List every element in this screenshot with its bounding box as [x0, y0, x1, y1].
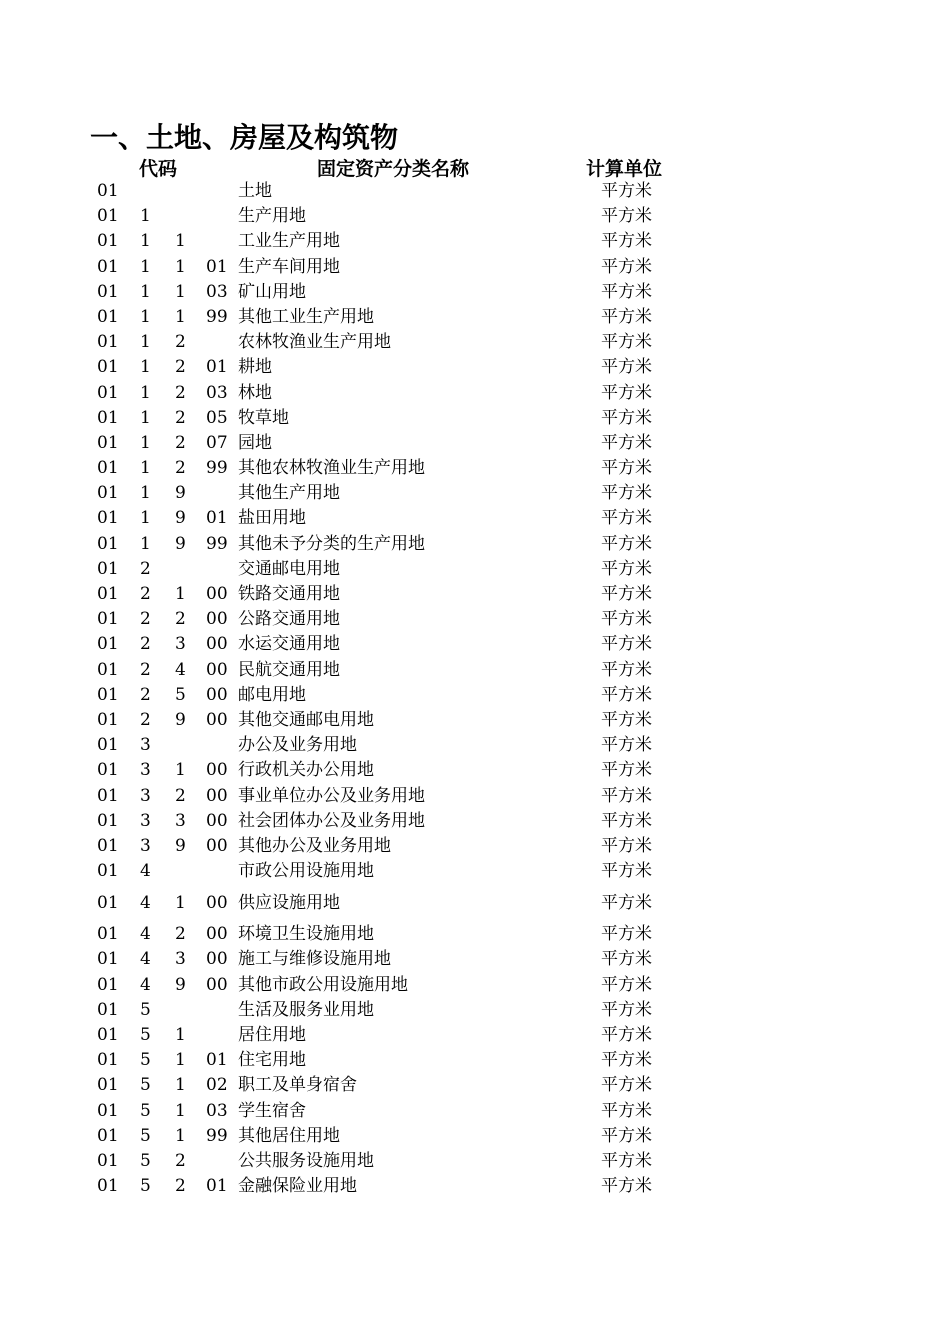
code-level-2: 4: [140, 861, 151, 882]
unit: 平方米: [601, 181, 652, 201]
code-level-3: 3: [175, 810, 186, 831]
code-level-2: 3: [140, 810, 151, 831]
unit: 平方米: [601, 483, 652, 504]
asset-name: 公共服务设施用地: [238, 1150, 374, 1171]
code-level-1: 01: [97, 1100, 119, 1121]
code-level-2: 1: [140, 332, 151, 353]
table-row: [0, 1124, 950, 1149]
unit: 平方米: [601, 785, 652, 806]
asset-name: 交通邮电用地: [238, 558, 340, 579]
asset-name: 盐田用地: [238, 508, 306, 529]
asset-name: 市政公用设施用地: [238, 861, 374, 882]
code-level-3: 1: [175, 1050, 186, 1071]
code-level-3: 2: [175, 1176, 186, 1197]
code-level-4: 01: [206, 1176, 228, 1197]
code-level-1: 01: [97, 1075, 119, 1096]
code-level-1: 01: [97, 709, 119, 730]
unit: 平方米: [601, 432, 652, 453]
code-level-3: 2: [175, 785, 186, 806]
unit: 平方米: [601, 256, 652, 277]
code-level-2: 5: [140, 1075, 151, 1096]
code-level-4: 05: [206, 407, 228, 428]
asset-name: 工业生产用地: [238, 231, 340, 252]
code-level-3: 2: [175, 924, 186, 945]
code-level-4: 00: [206, 785, 228, 806]
code-level-1: 01: [97, 835, 119, 856]
unit: 平方米: [601, 760, 652, 781]
code-level-4: 00: [206, 974, 228, 995]
unit: 平方米: [601, 231, 652, 252]
asset-name: 农林牧渔业生产用地: [238, 332, 391, 353]
code-level-1: 01: [97, 281, 119, 302]
code-level-1: 01: [97, 181, 119, 201]
table-row: [0, 179, 950, 204]
code-level-1: 01: [97, 584, 119, 604]
code-level-1: 01: [97, 256, 119, 277]
code-level-3: 2: [175, 357, 186, 378]
asset-name: 环境卫生设施用地: [238, 924, 374, 945]
code-level-2: 1: [140, 533, 151, 554]
asset-name: 矿山用地: [238, 281, 306, 302]
asset-name: 办公及业务用地: [238, 735, 357, 756]
asset-name: 其他办公及业务用地: [238, 835, 391, 856]
code-level-1: 01: [97, 483, 119, 504]
code-level-4: 00: [206, 893, 228, 914]
table-row: [0, 355, 950, 380]
code-level-4: 00: [206, 684, 228, 705]
asset-name: 水运交通用地: [238, 634, 340, 655]
code-level-3: 1: [175, 256, 186, 277]
code-level-4: 99: [206, 1125, 228, 1146]
code-level-1: 01: [97, 1025, 119, 1045]
code-level-3: 9: [175, 508, 186, 529]
code-level-1: 01: [97, 659, 119, 680]
code-level-2: 1: [140, 382, 151, 403]
unit: 平方米: [601, 634, 652, 655]
unit: 平方米: [601, 974, 652, 995]
table-row: [0, 708, 950, 733]
asset-name: 公路交通用地: [238, 609, 340, 630]
code-level-2: 5: [140, 1176, 151, 1197]
code-level-4: 03: [206, 281, 228, 302]
code-level-4: 07: [206, 432, 228, 453]
header-unit: 计算单位: [586, 158, 663, 180]
code-level-2: 2: [140, 584, 151, 604]
code-level-4: 01: [206, 256, 228, 277]
code-level-1: 01: [97, 306, 119, 327]
asset-name: 其他农林牧渔业生产用地: [238, 458, 425, 479]
table-row: [0, 506, 950, 531]
unit: 平方米: [601, 735, 652, 756]
table-row: [0, 922, 950, 947]
code-level-2: 1: [140, 231, 151, 252]
table-row: [0, 658, 950, 683]
table-row: [0, 859, 950, 884]
code-level-3: 2: [175, 382, 186, 403]
table-row: [0, 431, 950, 456]
unit: 平方米: [601, 508, 652, 529]
unit: 平方米: [601, 306, 652, 327]
unit: 平方米: [601, 999, 652, 1020]
unit: 平方米: [601, 1125, 652, 1146]
code-level-4: 02: [206, 1075, 228, 1096]
unit: 平方米: [601, 949, 652, 970]
unit: 平方米: [601, 1075, 652, 1096]
table-row: [0, 784, 950, 809]
code-level-1: 01: [97, 1125, 119, 1146]
code-level-2: 4: [140, 949, 151, 970]
code-level-1: 01: [97, 735, 119, 756]
code-level-4: 00: [206, 810, 228, 831]
code-level-3: 1: [175, 306, 186, 327]
code-level-3: 2: [175, 332, 186, 353]
code-level-4: 03: [206, 1100, 228, 1121]
code-level-1: 01: [97, 974, 119, 995]
unit: 平方米: [601, 1050, 652, 1071]
code-level-2: 2: [140, 634, 151, 655]
code-level-2: 3: [140, 735, 151, 756]
code-level-2: 1: [140, 432, 151, 453]
code-level-4: 01: [206, 508, 228, 529]
asset-name: 其他居住用地: [238, 1125, 340, 1146]
code-level-2: 1: [140, 407, 151, 428]
table-row: [0, 406, 950, 431]
unit: 平方米: [601, 1025, 652, 1045]
code-level-3: 1: [175, 893, 186, 914]
code-level-1: 01: [97, 407, 119, 428]
asset-name: 林地: [238, 382, 272, 403]
code-level-2: 1: [140, 458, 151, 479]
code-level-2: 3: [140, 835, 151, 856]
code-level-2: 2: [140, 709, 151, 730]
asset-name: 供应设施用地: [238, 893, 340, 914]
asset-name: 耕地: [238, 357, 272, 378]
unit: 平方米: [601, 584, 652, 604]
code-level-4: 00: [206, 609, 228, 630]
table-row: [0, 229, 950, 254]
code-level-3: 1: [175, 584, 186, 604]
code-level-1: 01: [97, 382, 119, 403]
code-level-3: 2: [175, 432, 186, 453]
asset-name: 居住用地: [238, 1025, 306, 1045]
code-level-2: 3: [140, 785, 151, 806]
code-level-3: 5: [175, 684, 186, 705]
unit: 平方米: [601, 709, 652, 730]
asset-name: 学生宿舍: [238, 1100, 306, 1121]
asset-name: 铁路交通用地: [238, 584, 340, 604]
code-level-3: 1: [175, 1100, 186, 1121]
code-level-2: 5: [140, 999, 151, 1020]
table-row: [0, 582, 950, 607]
code-level-2: 4: [140, 974, 151, 995]
code-level-4: 01: [206, 1050, 228, 1071]
table-row: [0, 255, 950, 280]
code-level-2: 2: [140, 558, 151, 579]
code-level-2: 5: [140, 1150, 151, 1171]
table-row: [0, 733, 950, 758]
code-level-3: 9: [175, 533, 186, 554]
table-row: [0, 809, 950, 834]
code-level-1: 01: [97, 861, 119, 882]
code-level-1: 01: [97, 1150, 119, 1171]
unit: 平方米: [601, 382, 652, 403]
table-row: [0, 1099, 950, 1124]
code-level-1: 01: [97, 458, 119, 479]
asset-name: 社会团体办公及业务用地: [238, 810, 425, 831]
asset-name: 生活及服务业用地: [238, 999, 374, 1020]
code-level-3: 4: [175, 659, 186, 680]
table-row: [0, 557, 950, 582]
code-level-3: 1: [175, 281, 186, 302]
asset-name: 邮电用地: [238, 684, 306, 705]
code-level-1: 01: [97, 357, 119, 378]
code-level-4: 03: [206, 382, 228, 403]
table-row: [0, 381, 950, 406]
unit: 平方米: [601, 357, 652, 378]
table-header: [0, 154, 950, 180]
code-level-1: 01: [97, 810, 119, 831]
table-row: [0, 834, 950, 859]
asset-name: 其他未予分类的生产用地: [238, 533, 425, 554]
table-row: [0, 632, 950, 657]
table-row: [0, 973, 950, 998]
table-row: [0, 884, 950, 922]
code-level-1: 01: [97, 558, 119, 579]
code-level-4: 00: [206, 835, 228, 856]
table-row: [0, 456, 950, 481]
code-level-2: 5: [140, 1100, 151, 1121]
code-level-1: 01: [97, 949, 119, 970]
asset-name: 其他生产用地: [238, 483, 340, 504]
code-level-3: 2: [175, 1150, 186, 1171]
unit: 平方米: [601, 1100, 652, 1121]
code-level-2: 2: [140, 659, 151, 680]
table-row: [0, 947, 950, 972]
code-level-1: 01: [97, 206, 119, 227]
code-level-3: 2: [175, 458, 186, 479]
code-level-2: 5: [140, 1125, 151, 1146]
unit: 平方米: [601, 861, 652, 882]
asset-name: 园地: [238, 432, 272, 453]
code-level-4: 99: [206, 533, 228, 554]
page-title: 一、土地、房屋及构筑物: [90, 121, 399, 154]
code-level-2: 5: [140, 1050, 151, 1071]
unit: 平方米: [601, 893, 652, 914]
asset-name: 金融保险业用地: [238, 1176, 357, 1197]
code-level-4: 99: [206, 458, 228, 479]
code-level-3: 1: [175, 231, 186, 252]
table-row: [0, 204, 950, 229]
table-row: [0, 481, 950, 506]
code-level-1: 01: [97, 332, 119, 353]
code-level-1: 01: [97, 924, 119, 945]
code-level-1: 01: [97, 684, 119, 705]
unit: 平方米: [601, 835, 652, 856]
code-level-1: 01: [97, 893, 119, 914]
asset-name: 事业单位办公及业务用地: [238, 785, 425, 806]
code-level-2: 1: [140, 508, 151, 529]
asset-name: 其他工业生产用地: [238, 306, 374, 327]
table-row: [0, 683, 950, 708]
code-level-3: 9: [175, 974, 186, 995]
code-level-4: 00: [206, 634, 228, 655]
table-row: [0, 532, 950, 557]
asset-table: [0, 179, 950, 1199]
unit: 平方米: [601, 206, 652, 227]
table-row: [0, 1174, 950, 1199]
code-level-2: 1: [140, 206, 151, 227]
table-row: [0, 998, 950, 1023]
table-row: [0, 1048, 950, 1073]
code-level-3: 2: [175, 407, 186, 428]
asset-name: 土地: [238, 181, 272, 201]
code-level-2: 2: [140, 684, 151, 705]
code-level-1: 01: [97, 760, 119, 781]
unit: 平方米: [601, 1176, 652, 1197]
asset-name: 职工及单身宿舍: [238, 1075, 357, 1096]
code-level-4: 00: [206, 924, 228, 945]
code-level-4: 00: [206, 659, 228, 680]
code-level-1: 01: [97, 999, 119, 1020]
code-level-2: 1: [140, 306, 151, 327]
code-level-4: 01: [206, 357, 228, 378]
code-level-1: 01: [97, 634, 119, 655]
asset-name: 其他市政公用设施用地: [238, 974, 408, 995]
unit: 平方米: [601, 659, 652, 680]
unit: 平方米: [601, 558, 652, 579]
code-level-1: 01: [97, 432, 119, 453]
asset-name: 住宅用地: [238, 1050, 306, 1071]
code-level-2: 5: [140, 1025, 151, 1045]
code-level-2: 4: [140, 893, 151, 914]
asset-name: 牧草地: [238, 407, 289, 428]
code-level-1: 01: [97, 1050, 119, 1071]
unit: 平方米: [601, 281, 652, 302]
unit: 平方米: [601, 533, 652, 554]
code-level-2: 4: [140, 924, 151, 945]
code-level-2: 1: [140, 281, 151, 302]
code-level-1: 01: [97, 533, 119, 554]
code-level-1: 01: [97, 231, 119, 252]
unit: 平方米: [601, 332, 652, 353]
code-level-2: 1: [140, 256, 151, 277]
code-level-3: 1: [175, 1025, 186, 1045]
unit: 平方米: [601, 609, 652, 630]
asset-name: 其他交通邮电用地: [238, 709, 374, 730]
unit: 平方米: [601, 1150, 652, 1171]
asset-name: 生产车间用地: [238, 256, 340, 277]
code-level-3: 9: [175, 709, 186, 730]
code-level-3: 9: [175, 483, 186, 504]
table-row: [0, 305, 950, 330]
code-level-4: 00: [206, 709, 228, 730]
code-level-4: 00: [206, 949, 228, 970]
code-level-3: 1: [175, 760, 186, 781]
code-level-3: 3: [175, 949, 186, 970]
code-level-4: 99: [206, 306, 228, 327]
code-level-4: 00: [206, 760, 228, 781]
code-level-3: 2: [175, 609, 186, 630]
code-level-1: 01: [97, 609, 119, 630]
table-row: [0, 1023, 950, 1048]
code-level-2: 2: [140, 609, 151, 630]
header-name: 固定资产分类名称: [317, 158, 470, 180]
code-level-3: 9: [175, 835, 186, 856]
code-level-1: 01: [97, 1176, 119, 1197]
asset-name: 民航交通用地: [238, 659, 340, 680]
table-row: [0, 1149, 950, 1174]
code-level-1: 01: [97, 508, 119, 529]
code-level-1: 01: [97, 785, 119, 806]
code-level-3: 1: [175, 1125, 186, 1146]
unit: 平方米: [601, 924, 652, 945]
header-code: 代码: [139, 158, 178, 180]
code-level-3: 3: [175, 634, 186, 655]
code-level-4: 00: [206, 584, 228, 604]
code-level-3: 1: [175, 1075, 186, 1096]
unit: 平方米: [601, 458, 652, 479]
unit: 平方米: [601, 407, 652, 428]
table-row: [0, 280, 950, 305]
unit: 平方米: [601, 684, 652, 705]
table-row: [0, 1073, 950, 1098]
asset-name: 施工与维修设施用地: [238, 949, 391, 970]
asset-name: 生产用地: [238, 206, 306, 227]
code-level-2: 3: [140, 760, 151, 781]
asset-name: 行政机关办公用地: [238, 760, 374, 781]
table-row: [0, 330, 950, 355]
table-row: [0, 758, 950, 783]
code-level-2: 1: [140, 357, 151, 378]
unit: 平方米: [601, 810, 652, 831]
table-row: [0, 607, 950, 632]
code-level-2: 1: [140, 483, 151, 504]
